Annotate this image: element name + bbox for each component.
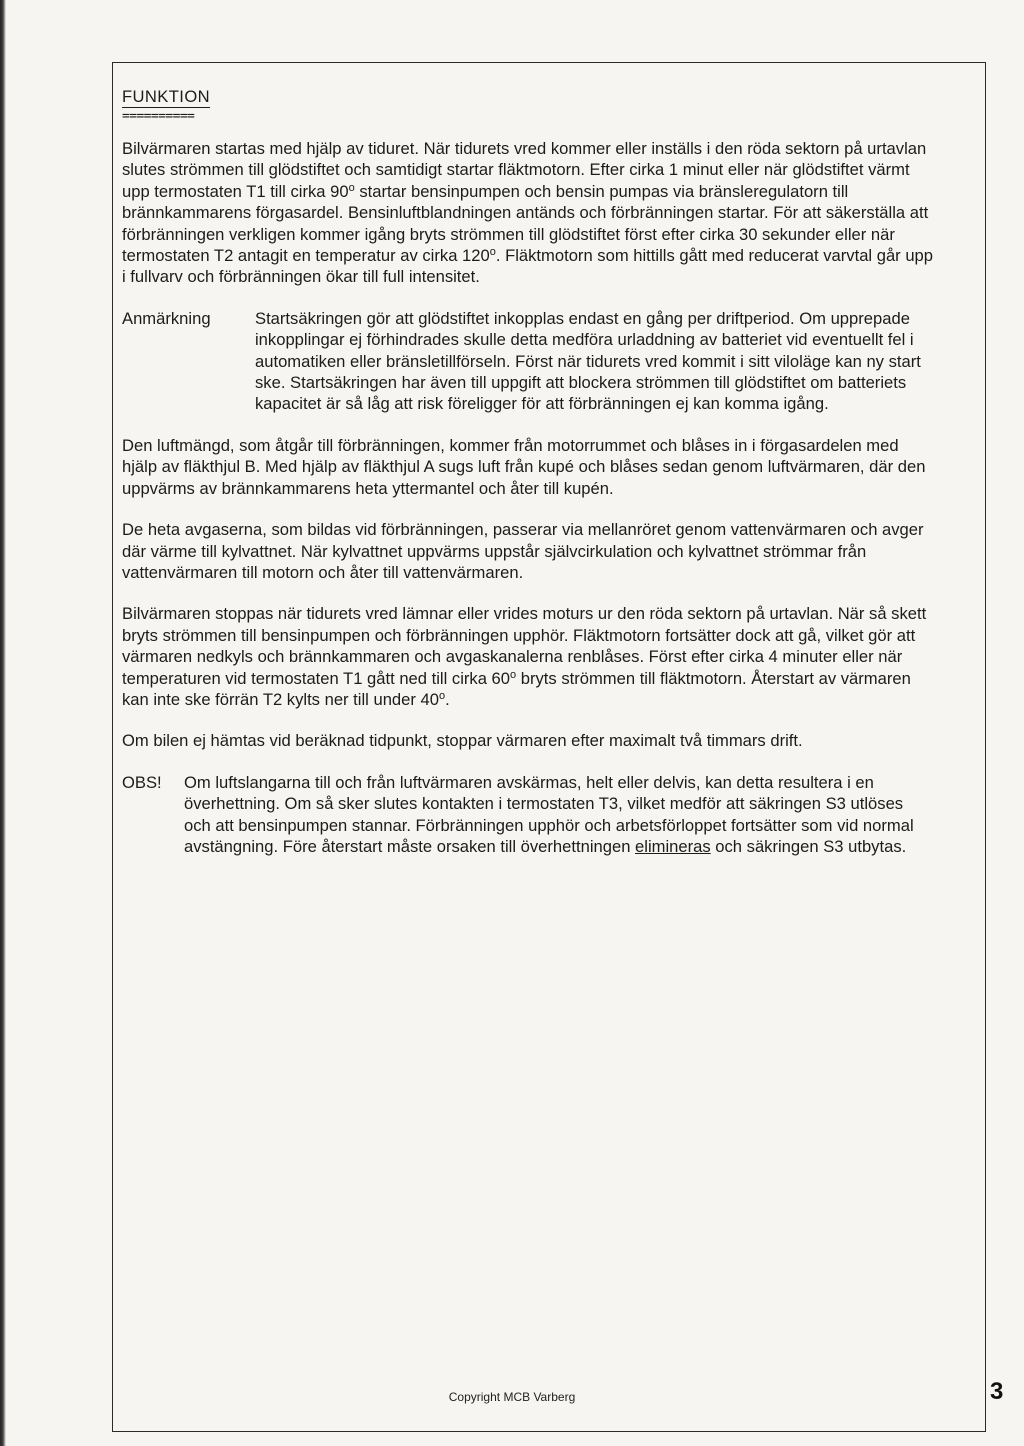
copyright-notice: Copyright MCB Varberg — [448, 1390, 576, 1404]
section-title: FUNKTION — [122, 87, 211, 106]
paragraph-stop-text-3: . — [445, 689, 450, 709]
paragraph-timeout: Om bilen ej hämtas vid beräknad tidpunkt, stoppar värmaren efter maximalt två timmars drift. — [122, 731, 803, 751]
obs-text: Om luftslangarna till och från luftvärmaren avskärmas, helt eller delvis, kan detta resultera i en överhettning. Om så sker slutes kontakten i termostaten T3, vilket medför att säkringen S3 utlöses och att bensinpumpen stannar. Förbränningen upphör och arbetsförloppet fortsätter som vid normal avstängning. Före återstart måste orsaken till överhettningen — [184, 772, 914, 856]
degree-mark: o — [510, 668, 517, 681]
obs-underlined-word: elimineras — [635, 836, 711, 856]
degree-mark: o — [489, 246, 496, 259]
paragraph-start-text: Bilvärmaren startas med hjälp av tiduret. När tidurets vred kommer eller inställs i den röda sektorn på urtavlan slutes strömmen till glödstiftet och samtidigt startar fläktmotorn. Efter cirka 1 minut eller när glödstiftet värmt upp termostaten T1 till cirka 90 — [122, 139, 927, 201]
paragraph-airflow: Den luftmängd, som åtgår till förbränningen, kommer från motorrummet och blåses in i förgasardelen med hjälp av fläkthjul B. Med hjälp av fläkthjul A sugs luft från kupé och blåses sedan genom luftvärmaren, där den uppvärms av brännkammarens heta yttermantel och åter till kupén. — [122, 435, 926, 498]
title-double-rule: ========== — [122, 109, 195, 124]
paragraph-start-text-2: startar bensinpumpen och bensin pumpas via bränsleregulatorn till brännkammarens förgasardel. Bensinluftblandningen antänds och förbränningen startar. För att säkerställa att förbränningen verkligen kommer igång bryts strömmen till glödstiftet först efter cirka 30 sekunder eller när termostaten T2 antagit en temperatur av cirka 120 — [122, 181, 929, 266]
paragraph-start — [122, 138, 934, 288]
paragraph-stop — [122, 603, 934, 710]
note-body: Startsäkringen gör att glödstiftet inkopplas endast en gång per driftperiod. Om upprepade inkopplingar ej förhindrades skulle detta medföra urladdning av batteriet vid eventuellt fel i automatiken eller bränsletillförseln. Först när tidurets vred kommit i sitt viloläge kan ny start ske. Startsäkringen har även till uppgift att blockera strömmen till glödstiftet om batteriets kapacitet är så låg att risk föreligger för att förbränningen ej kan komma igång. — [255, 308, 921, 414]
paragraph-exhaust: De heta avgaserna, som bildas vid förbränningen, passerar via mellanröret genom vattenvärmaren och avger där värme till kylvattnet. När kylvattnet uppvärms uppstår självcirkulation och kylvattnet strömmar från vattenvärmaren till motorn och åter till vattenvärmaren. — [122, 520, 924, 582]
scan-edge — [0, 0, 6, 1446]
obs-label: OBS! — [122, 772, 162, 792]
page-number: 3 — [990, 1378, 1004, 1405]
paragraph-start-text-3: . Fläktmotorn som hittills gått med reducerat varvtal går upp i fullvarv och förbränningen ökar till full intensitet. — [122, 246, 934, 287]
obs-text-end: och säkringen S3 utbytas. — [710, 836, 907, 856]
degree-mark: o — [438, 689, 446, 702]
document-body — [122, 86, 934, 877]
paragraph-stop-text: Bilvärmaren stoppas när tidurets vred lämnar eller vrides moturs ur den röda sektorn på urtavlan. När så skett bryts strömmen till bensinpumpen och förbränningen upphör. Fläktmotorn fortsätter dock att gå, vilket gör att värmaren nedkyls och brännkammaren och avgaskanalerna renblåses. Först efter cirka 4 minuter eller när temperaturen vid termostaten T1 gått ned till cirka 60 — [122, 604, 927, 688]
note-anmarkning — [122, 308, 934, 415]
paragraph-stop-text-2: bryts strömmen till fläktmotorn. Återstart av värmaren kan inte ske förrän T2 kylts ner till under 40 — [122, 668, 911, 709]
obs-body — [184, 772, 934, 858]
note-label: Anmärkning — [122, 308, 211, 328]
note-obs — [122, 772, 934, 858]
degree-mark: o — [348, 181, 355, 194]
